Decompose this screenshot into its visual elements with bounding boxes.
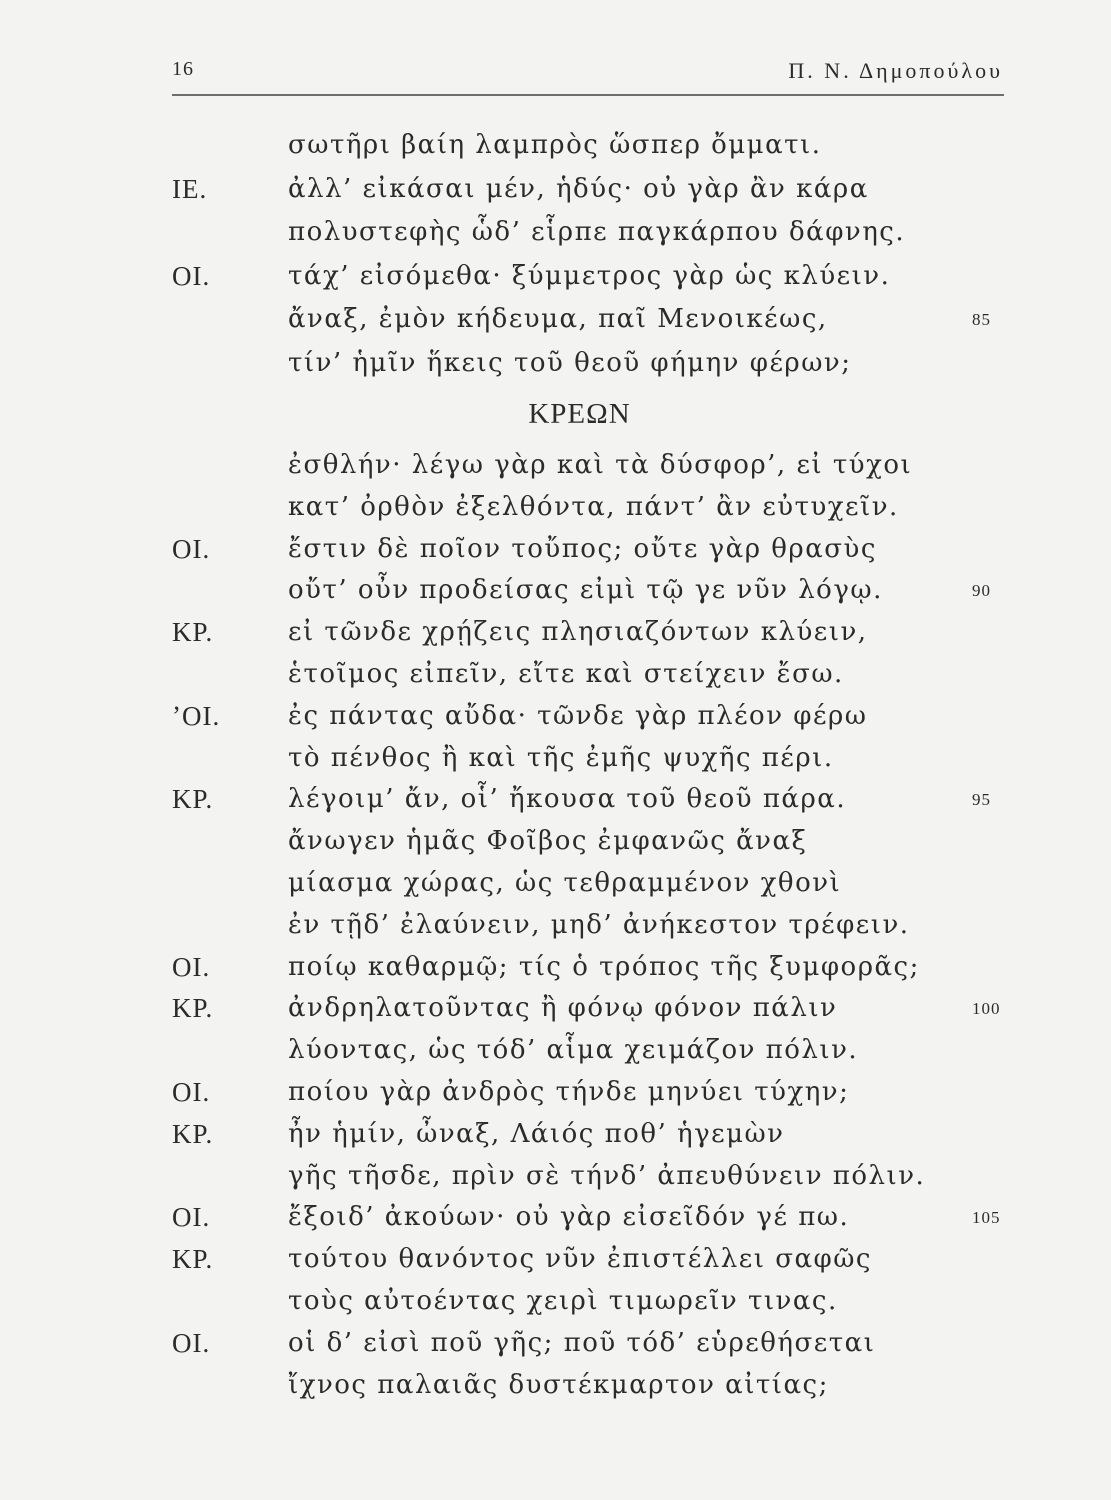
header-rule bbox=[172, 94, 1004, 96]
verse-text: ἄνωγεν ἡμᾶς Φοῖβος ἐμφανῶς ἄναξ bbox=[288, 826, 808, 857]
verse-text: λύοντας, ὡς τόδ’ αἷμα χειμάζον πόλιν. bbox=[288, 1035, 859, 1066]
line-number: 85 bbox=[972, 310, 991, 329]
verse-line bbox=[0, 868, 1111, 908]
verse-text: ἔστιν δὲ ποῖον τοὔπος; οὔτε γὰρ θρασὺς bbox=[288, 533, 877, 564]
verse-line bbox=[0, 910, 1111, 950]
verse-line bbox=[0, 217, 1111, 257]
verse-line bbox=[0, 993, 1111, 1033]
verse-line bbox=[0, 130, 1111, 170]
verse-text: ἀνδρηλατοῦντας ἢ φόνῳ φόνον πάλιν bbox=[288, 993, 838, 1024]
verse-text: λέγοιμ’ ἄν, οἷ’ ἤκουσα τοῦ θεοῦ πάρα. bbox=[288, 784, 847, 815]
verse-line bbox=[0, 617, 1111, 657]
verse-text: ἑτοῖμος εἰπεῖν, εἴτε καὶ στείχειν ἔσω. bbox=[288, 659, 844, 689]
verse-line bbox=[0, 304, 1111, 344]
verse-line bbox=[0, 784, 1111, 824]
speaker-label: ΟΙ. bbox=[172, 260, 211, 291]
verse-line bbox=[0, 1161, 1111, 1201]
verse-line bbox=[0, 348, 1111, 388]
line-number: 95 bbox=[972, 790, 991, 810]
verse-text: τὸ πένθος ἢ καὶ τῆς ἐμῆς ψυχῆς πέρι. bbox=[288, 742, 834, 773]
verse-text: μίασμα χώρας, ὡς τεθραμμένον χθονὶ bbox=[288, 868, 842, 898]
speaker-label: ΟΙ. bbox=[172, 1327, 211, 1358]
speaker-label: ΟΙ. bbox=[172, 951, 211, 982]
verse-text: οὔτ’ οὖν προδείσας εἰμὶ τῷ γε νῦν λόγῳ. bbox=[288, 575, 883, 606]
running-header-author: Π. Ν. Δημοπούλου bbox=[788, 58, 1003, 83]
speaker-label: ʼΟΙ. bbox=[172, 700, 221, 731]
speaker-label: ΚΡ. bbox=[172, 784, 214, 815]
verse-text: σωτῆρι βαίη λαμπρὸς ὥσπερ ὄμματι. bbox=[288, 130, 822, 160]
verse-text: τάχ’ εἰσόμεθα· ξύμμετρος γὰρ ὡς κλύειν. bbox=[288, 260, 891, 291]
verse-text: κατ’ ὀρθὸν ἐξελθόντα, πάντ’ ἂν εὐτυχεῖν. bbox=[288, 491, 899, 522]
verse-text: ἔξοιδ’ ἀκούων· οὐ γὰρ εἰσεῖδόν γέ πω. bbox=[288, 1202, 850, 1233]
verse-line bbox=[0, 575, 1111, 615]
verse-line bbox=[0, 1244, 1111, 1284]
speaker-label: ΚΡ. bbox=[172, 1118, 214, 1149]
line-number: 90 bbox=[972, 581, 991, 601]
verse-text: ἴχνος παλαιᾶς δυστέκμαρτον αἰτίας; bbox=[288, 1369, 829, 1400]
verse-line bbox=[0, 1370, 1111, 1410]
verse-text: τοὺς αὐτοέντας χειρὶ τιμωρεῖν τινας. bbox=[288, 1286, 838, 1316]
speaker-label: ΟΙ. bbox=[172, 533, 211, 564]
verse-text: ἄναξ, ἐμὸν κήδευμα, παῖ Μενοικέως, bbox=[288, 304, 828, 334]
verse-text: οἱ δ’ εἰσὶ ποῦ γῆς; ποῦ τόδ’ εὑρεθήσεται bbox=[288, 1327, 876, 1358]
line-number: 100 bbox=[972, 999, 1001, 1019]
verse-line bbox=[0, 261, 1111, 301]
page-number: 16 bbox=[172, 58, 194, 80]
speaker-label: ΚΡ. bbox=[172, 1244, 214, 1275]
verse-line bbox=[0, 743, 1111, 783]
verse-line bbox=[0, 534, 1111, 574]
verse-text: ἐσθλήν· λέγω γὰρ καὶ τὰ δύσφορ’, εἰ τύχοι bbox=[288, 450, 913, 480]
verse-text: πολυστεφὴς ὧδ’ εἷρπε παγκάρπου δάφνης. bbox=[288, 217, 906, 247]
verse-text: ἐν τῇδ’ ἐλαύνειν, μηδ’ ἀνήκεστον τρέφειν. bbox=[288, 909, 910, 940]
verse-line bbox=[0, 1202, 1111, 1242]
verse-line bbox=[0, 952, 1111, 992]
verse-line bbox=[0, 1328, 1111, 1368]
verse-text: γῆς τῆσδε, πρὶν σὲ τήνδ’ ἀπευθύνειν πόλιν. bbox=[288, 1160, 926, 1191]
speaker-label: ΟΙ. bbox=[172, 1077, 211, 1107]
verse-text: τούτου θανόντος νῦν ἐπιστέλλει σαφῶς bbox=[288, 1244, 872, 1275]
verse-text: ἐς πάντας αὔδα· τῶνδε γὰρ πλέον φέρω bbox=[288, 700, 868, 731]
verse-line bbox=[0, 492, 1111, 532]
line-number: 105 bbox=[972, 1208, 1001, 1228]
speech-heading: ΚΡΕΩΝ bbox=[528, 398, 631, 430]
speaker-label: ΟΙ. bbox=[172, 1202, 211, 1233]
verse-line bbox=[0, 1286, 1111, 1326]
verse-line bbox=[0, 1035, 1111, 1075]
verse-line bbox=[0, 1077, 1111, 1117]
verse-text: τίν’ ἡμῖν ἥκεις τοῦ θεοῦ φήμην φέρων; bbox=[288, 347, 852, 378]
verse-line bbox=[0, 826, 1111, 866]
speaker-label: ΙΕ. bbox=[172, 173, 208, 204]
speaker-label: ΚΡ. bbox=[172, 617, 214, 648]
verse-line bbox=[0, 174, 1111, 214]
verse-text: εἰ τῶνδε χρῄζεις πλησιαζόντων κλύειν, bbox=[288, 617, 868, 648]
verse-line bbox=[0, 1119, 1111, 1159]
verse-line bbox=[0, 701, 1111, 741]
verse-text: ἀλλ’ εἰκάσαι μέν, ἡδύς· οὐ γὰρ ἂν κάρα bbox=[288, 173, 869, 204]
verse-text: ποίου γὰρ ἀνδρὸς τήνδε μηνύει τύχην; bbox=[288, 1077, 850, 1107]
verse-line bbox=[0, 450, 1111, 490]
verse-text: ποίῳ καθαρμῷ; τίς ὁ τρόπος τῆς ξυμφορᾶς; bbox=[288, 951, 920, 982]
speaker-label: ΚΡ. bbox=[172, 993, 214, 1024]
verse-text: ἦν ἡμίν, ὦναξ, Λάιός ποθ’ ἡγεμὼν bbox=[288, 1118, 785, 1149]
verse-line bbox=[0, 659, 1111, 699]
